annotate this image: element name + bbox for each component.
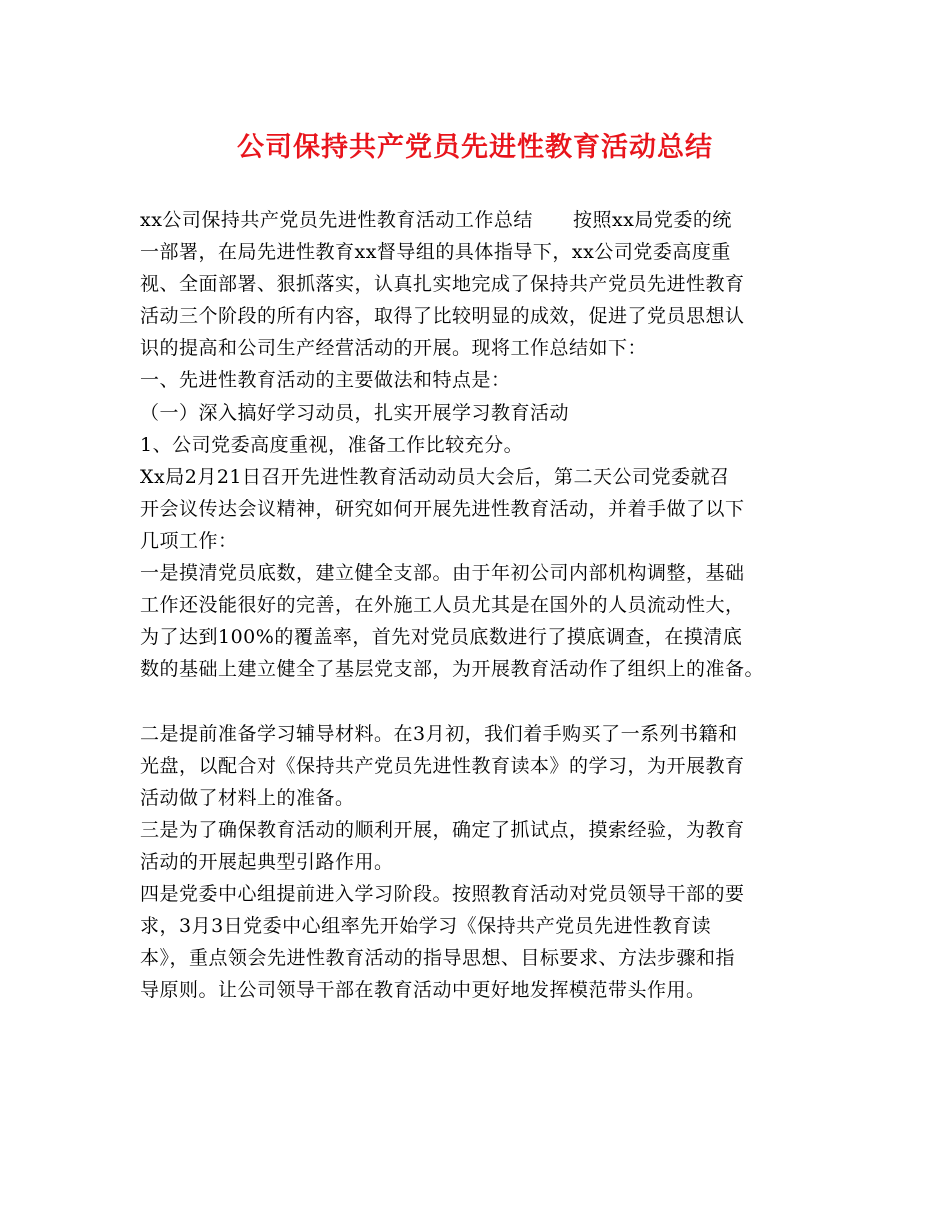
paragraph-line: Xx局2月21日召开先进性教育活动动员大会后，第二天公司党委就召 — [140, 465, 730, 488]
paragraph-line: 一是摸清党员底数，建立健全支部。由于年初公司内部机构调整，基础 — [140, 562, 745, 585]
paragraph-spacer — [140, 685, 830, 717]
paragraph-line: 工作还没能很好的完善，在外施工人员尤其是在国外的人员流动性大， — [140, 594, 745, 617]
document-body — [140, 204, 830, 1006]
intro-heading-text: xx公司保持共产党员先进性教育活动工作总结 — [140, 209, 533, 231]
document-title: 公司保持共产党员先进性教育活动总结 — [237, 132, 713, 163]
paragraph-line: 活动三个阶段的所有内容，取得了比较明显的成效，促进了党员思想认 — [140, 305, 745, 328]
item-heading: 1、公司党委高度重视，准备工作比较充分。 — [140, 433, 524, 456]
paragraph-line: 本》，重点领会先进性教育活动的指导思想、目标要求、方法步骤和指 — [140, 947, 736, 970]
paragraph-line: 几项工作： — [140, 529, 238, 552]
paragraph-line: 视、全面部署、狠抓落实，认真扎实地完成了保持共产党员先进性教育 — [140, 273, 745, 296]
paragraph-line: 求，3月3日党委中心组率先开始学习《保持共产党员先进性教育读 — [140, 915, 712, 938]
paragraph-line: 活动的开展起典型引路作用。 — [140, 850, 394, 873]
paragraph-line: 一部署，在局先进性教育xx督导组的具体指导下，xx公司党委高度重 — [140, 241, 731, 264]
paragraph-line: 导原则。让公司领导干部在教育活动中更好地发挥模范带头作用。 — [140, 979, 706, 1002]
paragraph-line: 光盘，以配合对《保持共产党员先进性教育读本》的学习，为开展教育 — [140, 754, 745, 777]
paragraph-line: 开会议传达会议精神，研究如何开展先进性教育活动，并着手做了以下 — [140, 497, 745, 520]
paragraph-line: 为了达到100%的覆盖率，首先对党员底数进行了摸底调查，在摸清底 — [140, 626, 743, 649]
paragraph-line: 数的基础上建立健全了基层党支部，为开展教育活动作了组织上的准备。 — [140, 658, 765, 681]
paragraph-line: 二是提前准备学习辅导材料。在3月初，我们着手购买了一系列书籍和 — [140, 722, 738, 745]
intro-text-start: 按照xx局党委的统 — [572, 209, 732, 231]
paragraph-line — [140, 204, 830, 236]
section-heading: 一、先进性教育活动的主要做法和特点是： — [140, 369, 511, 392]
paragraph-line: 识的提高和公司生产经营活动的开展。现将工作总结如下： — [140, 337, 648, 360]
paragraph-line: 三是为了确保教育活动的顺利开展，确定了抓试点，摸索经验，为教育 — [140, 818, 745, 841]
subsection-heading: （一）深入搞好学习动员，扎实开展学习教育活动 — [140, 401, 570, 424]
paragraph-line: 活动做了材料上的准备。 — [140, 786, 355, 809]
paragraph-line: 四是党委中心组提前进入学习阶段。按照教育活动对党员领导干部的要 — [140, 882, 745, 905]
